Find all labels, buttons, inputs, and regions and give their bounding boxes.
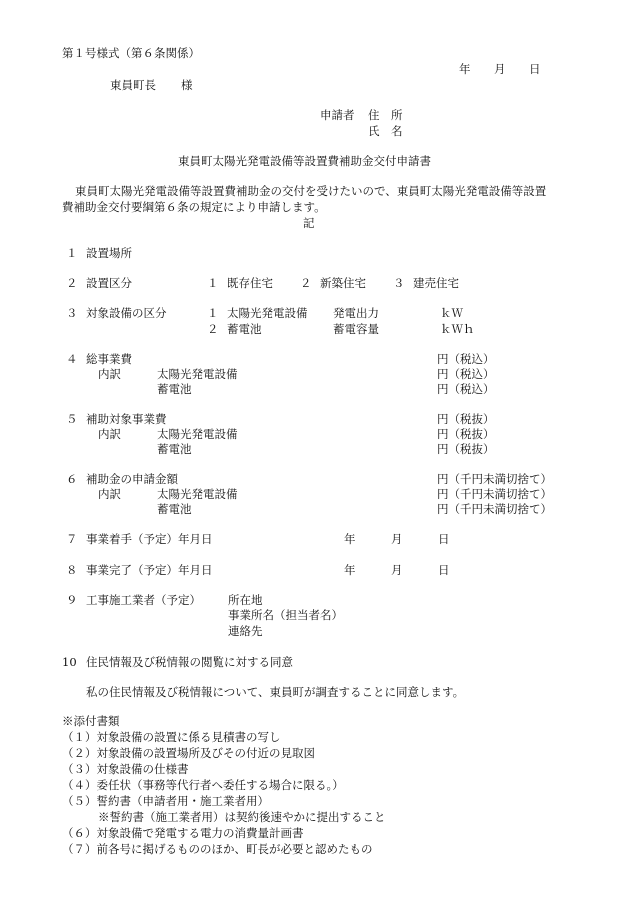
item-6-unit-total: 円（千円未満切捨て） bbox=[437, 472, 552, 486]
ki-mark: 記 bbox=[303, 216, 315, 230]
attachment-item: （１）対象設備の設置に係る見積書の写し bbox=[62, 730, 281, 744]
item-3-r1-unit: ｋＷ bbox=[440, 306, 463, 320]
item-3-r2-name: 蓄電池 bbox=[227, 322, 262, 336]
date-year: 年 bbox=[459, 62, 471, 76]
item-3-num: ３ bbox=[66, 306, 78, 320]
item-8-num: ８ bbox=[66, 563, 78, 577]
attachment-item: （４）委任状（事務等代行者へ委任する場合に限る。） bbox=[62, 778, 344, 792]
item-8-year: 年 bbox=[344, 563, 356, 577]
item-3-r2-metric: 蓄電容量 bbox=[333, 322, 379, 336]
item-6-breakdown: 内訳 bbox=[98, 487, 121, 501]
item-4-unit-total: 円（税込） bbox=[437, 352, 495, 366]
form-number: 第１号様式（第６条関係） bbox=[62, 46, 200, 60]
item-8-day: 日 bbox=[438, 563, 450, 577]
addressee: 東員町長 bbox=[110, 78, 156, 92]
item-2-num: ２ bbox=[66, 276, 78, 290]
item-5-unit-total: 円（税抜） bbox=[437, 412, 495, 426]
honorific: 様 bbox=[181, 78, 193, 92]
item-7-year: 年 bbox=[344, 532, 356, 546]
item-10-label: 住民情報及び税情報の閲覧に対する同意 bbox=[86, 655, 293, 669]
item-2-opt2: 新築住宅 bbox=[320, 276, 366, 290]
item-1-label: 設置場所 bbox=[86, 246, 132, 260]
intro-line-1: 東員町太陽光発電設備等設置費補助金の交付を受けたいので、東員町太陽光発電設備等設置 bbox=[75, 184, 547, 198]
attachment-item: （２）対象設備の設置場所及びその付近の見取図 bbox=[62, 746, 315, 760]
attachment-note: ※誓約書（施工業者用）は契約後速やかに提出すること bbox=[98, 810, 386, 824]
item-2-opt1: 既存住宅 bbox=[227, 276, 273, 290]
attachment-item: （６）対象設備で発電する電力の消費量計画書 bbox=[62, 826, 304, 840]
item-6-unit-sub1: 円（千円未満切捨て） bbox=[437, 487, 552, 501]
item-7-month: 月 bbox=[391, 532, 403, 546]
item-2-opt2-num: ２ bbox=[300, 276, 312, 290]
item-7-num: ７ bbox=[66, 532, 78, 546]
item-9-num: ９ bbox=[66, 593, 78, 607]
item-4-breakdown: 内訳 bbox=[98, 367, 121, 381]
item-8-month: 月 bbox=[391, 563, 403, 577]
intro-line-2: 費補助金交付要綱第６条の規定により申請します。 bbox=[62, 200, 326, 214]
item-5-sub2: 蓄電池 bbox=[157, 442, 192, 456]
document-title: 東員町太陽光発電設備等設置費補助金交付申請書 bbox=[178, 154, 431, 168]
item-10-num: 10 bbox=[62, 655, 77, 669]
item-4-unit-sub2: 円（税込） bbox=[437, 382, 495, 396]
applicant-label: 申請者 bbox=[320, 108, 355, 122]
attachment-item: （５）誓約書（申請者用・施工業者用） bbox=[62, 794, 269, 808]
item-6-unit-sub2: 円（千円未満切捨て） bbox=[437, 502, 552, 516]
consent-statement: 私の住民情報及び税情報について、東員町が調査することに同意します。 bbox=[86, 685, 465, 699]
address-label: 住 所 bbox=[368, 108, 403, 122]
item-9-field-address: 所在地 bbox=[228, 593, 263, 607]
item-5-unit-sub1: 円（税抜） bbox=[437, 427, 495, 441]
item-6-label: 補助金の申請金額 bbox=[86, 472, 178, 486]
item-9-field-contact: 連絡先 bbox=[228, 624, 263, 638]
item-3-r1-name: 太陽光発電設備 bbox=[227, 306, 308, 320]
item-6-sub2: 蓄電池 bbox=[157, 502, 192, 516]
item-3-r1-num: １ bbox=[207, 306, 219, 320]
item-2-label: 設置区分 bbox=[86, 276, 132, 290]
item-4-sub2: 蓄電池 bbox=[157, 382, 192, 396]
item-4-label: 総事業費 bbox=[86, 352, 132, 366]
date-month: 月 bbox=[494, 62, 506, 76]
item-7-label: 事業着手（予定）年月日 bbox=[86, 532, 213, 546]
attachment-item: （７）前各号に掲げるもののほか、町長が必要と認めたもの bbox=[62, 842, 373, 856]
item-4-unit-sub1: 円（税込） bbox=[437, 367, 495, 381]
item-4-sub1: 太陽光発電設備 bbox=[157, 367, 238, 381]
item-6-sub1: 太陽光発電設備 bbox=[157, 487, 238, 501]
name-label: 氏 名 bbox=[368, 124, 403, 138]
item-8-label: 事業完了（予定）年月日 bbox=[86, 563, 213, 577]
item-3-label: 対象設備の区分 bbox=[86, 306, 167, 320]
item-3-r1-metric: 発電出力 bbox=[333, 306, 379, 320]
item-3-r2-unit: ｋＷｈ bbox=[440, 322, 475, 336]
item-6-num: ６ bbox=[66, 472, 78, 486]
item-5-unit-sub2: 円（税抜） bbox=[437, 442, 495, 456]
attachments-heading: ※添付書類 bbox=[62, 714, 120, 728]
item-4-num: ４ bbox=[66, 352, 78, 366]
date-day: 日 bbox=[529, 62, 541, 76]
item-5-num: ５ bbox=[66, 412, 78, 426]
item-3-r2-num: ２ bbox=[207, 322, 219, 336]
item-5-sub1: 太陽光発電設備 bbox=[157, 427, 238, 441]
item-2-opt3-num: ３ bbox=[393, 276, 405, 290]
item-9-field-office: 事業所名（担当者名） bbox=[228, 608, 343, 622]
item-2-opt3: 建売住宅 bbox=[413, 276, 459, 290]
item-5-label: 補助対象事業費 bbox=[86, 412, 167, 426]
attachment-item: （３）対象設備の仕様書 bbox=[62, 762, 189, 776]
item-7-day: 日 bbox=[438, 532, 450, 546]
item-1-num: １ bbox=[66, 246, 78, 260]
item-5-breakdown: 内訳 bbox=[98, 427, 121, 441]
item-9-label: 工事施工業者（予定） bbox=[86, 593, 201, 607]
item-2-opt1-num: １ bbox=[207, 276, 219, 290]
